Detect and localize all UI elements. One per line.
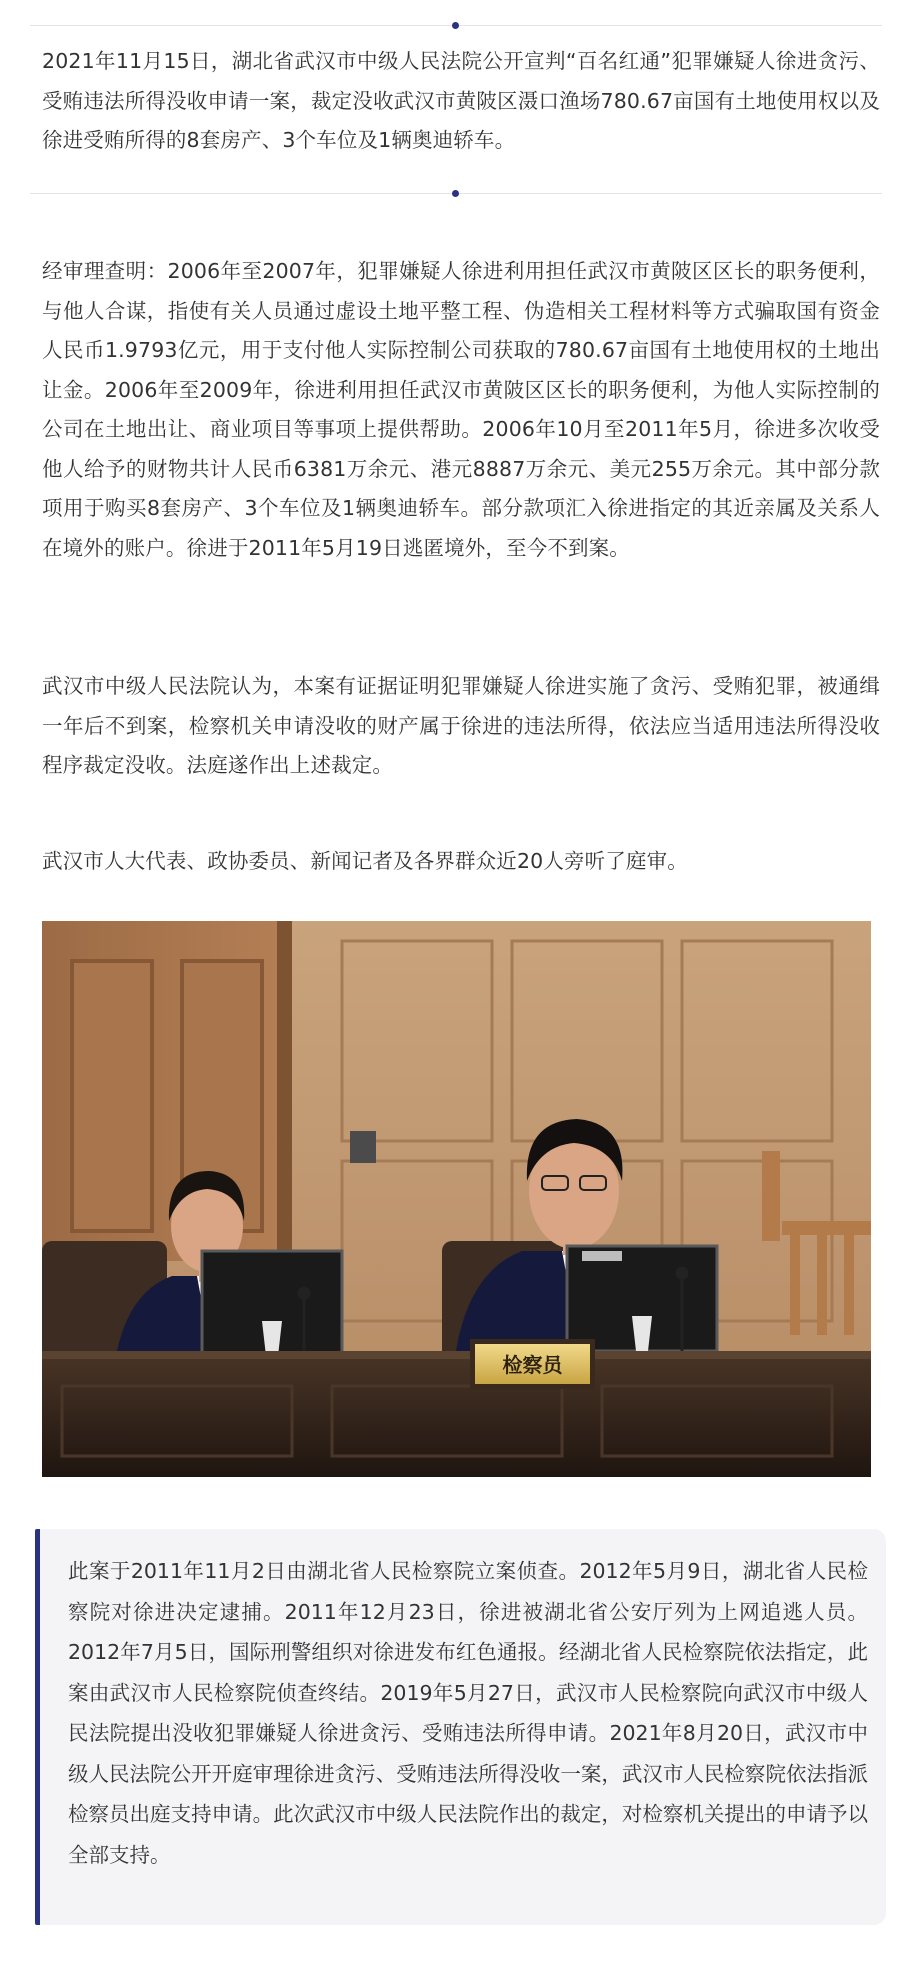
courtroom-photo — [42, 921, 871, 1477]
case-background-text: 此案于2011年11月2日由湖北省人民检察院立案侦查。2012年5月9日，湖北省人民检察院对徐进决定逮捕。2011年12月23日，徐进被湖北省公安厅列为上网追逃人员。2012年7月5日，国际刑警组织对徐进发布红色通报。经湖北省人民检察院依法指定，此案由武汉市人民检察院侦查终结。2019年5月27日，武汉市人民检察院向武汉市中级人民法院提出没收犯罪嫌疑人徐进贪污、受贿违法所得申请。2021年8月20日，武汉市中级人民法院公开开庭审理徐进贪污、受贿违法所得没收一案，武汉市人民检察院依法指派检察员出庭支持申请。此次武汉市中级人民法院作出的裁定，对检察机关提出的申请予以全部支持。 — [68, 1559, 868, 1867]
case-background-box — [35, 1529, 886, 1925]
body-paragraph-court-opinion: 武汉市中级人民法院认为，本案有证据证明犯罪嫌疑人徐进实施了贪污、受贿犯罪，被通缉一年后不到案，检察机关申请没收的财产属于徐进的违法所得，依法应当适用违法所得没收程序裁定没收。法庭遂作出上述裁定。 — [42, 674, 880, 777]
bottom-divider-dot — [452, 190, 459, 197]
body-paragraph-audience: 武汉市人大代表、政协委员、新闻记者及各界群众近20人旁听了庭审。 — [42, 849, 688, 873]
top-divider-dot — [452, 22, 459, 29]
body-paragraph-findings: 经审理查明：2006年至2007年，犯罪嫌疑人徐进利用担任武汉市黄陂区区长的职务便利，与他人合谋，指使有关人员通过虚设土地平整工程、伪造相关工程材料等方式骗取国有资金人民币1.9793亿元，用于支付他人实际控制公司获取的780.67亩国有土地使用权的土地出让金。2006年至2009年，徐进利用担任武汉市黄陂区区长的职务便利，为他人实际控制的公司在土地出让、商业项目等事项上提供帮助。2006年10月至2011年5月，徐进多次收受他人给予的财物共计人民币6381万余元、港元8887万余元、美元255万余元。其中部分款项用于购买8套房产、3个车位及1辆奥迪轿车。部分款项汇入徐进指定的其近亲属及关系人在境外的账户。徐进于2011年5月19日逃匿境外，至今不到案。 — [42, 259, 880, 560]
nameplate-label: 检察员 — [502, 1353, 563, 1377]
lead-paragraph: 2021年11月15日，湖北省武汉市中级人民法院公开宣判“百名红通”犯罪嫌疑人徐进贪污、受贿违法所得没收申请一案，裁定没收武汉市黄陂区滠口渔场780.67亩国有土地使用权以及徐进受贿所得的8套房产、3个车位及1辆奥迪轿车。 — [42, 49, 880, 152]
